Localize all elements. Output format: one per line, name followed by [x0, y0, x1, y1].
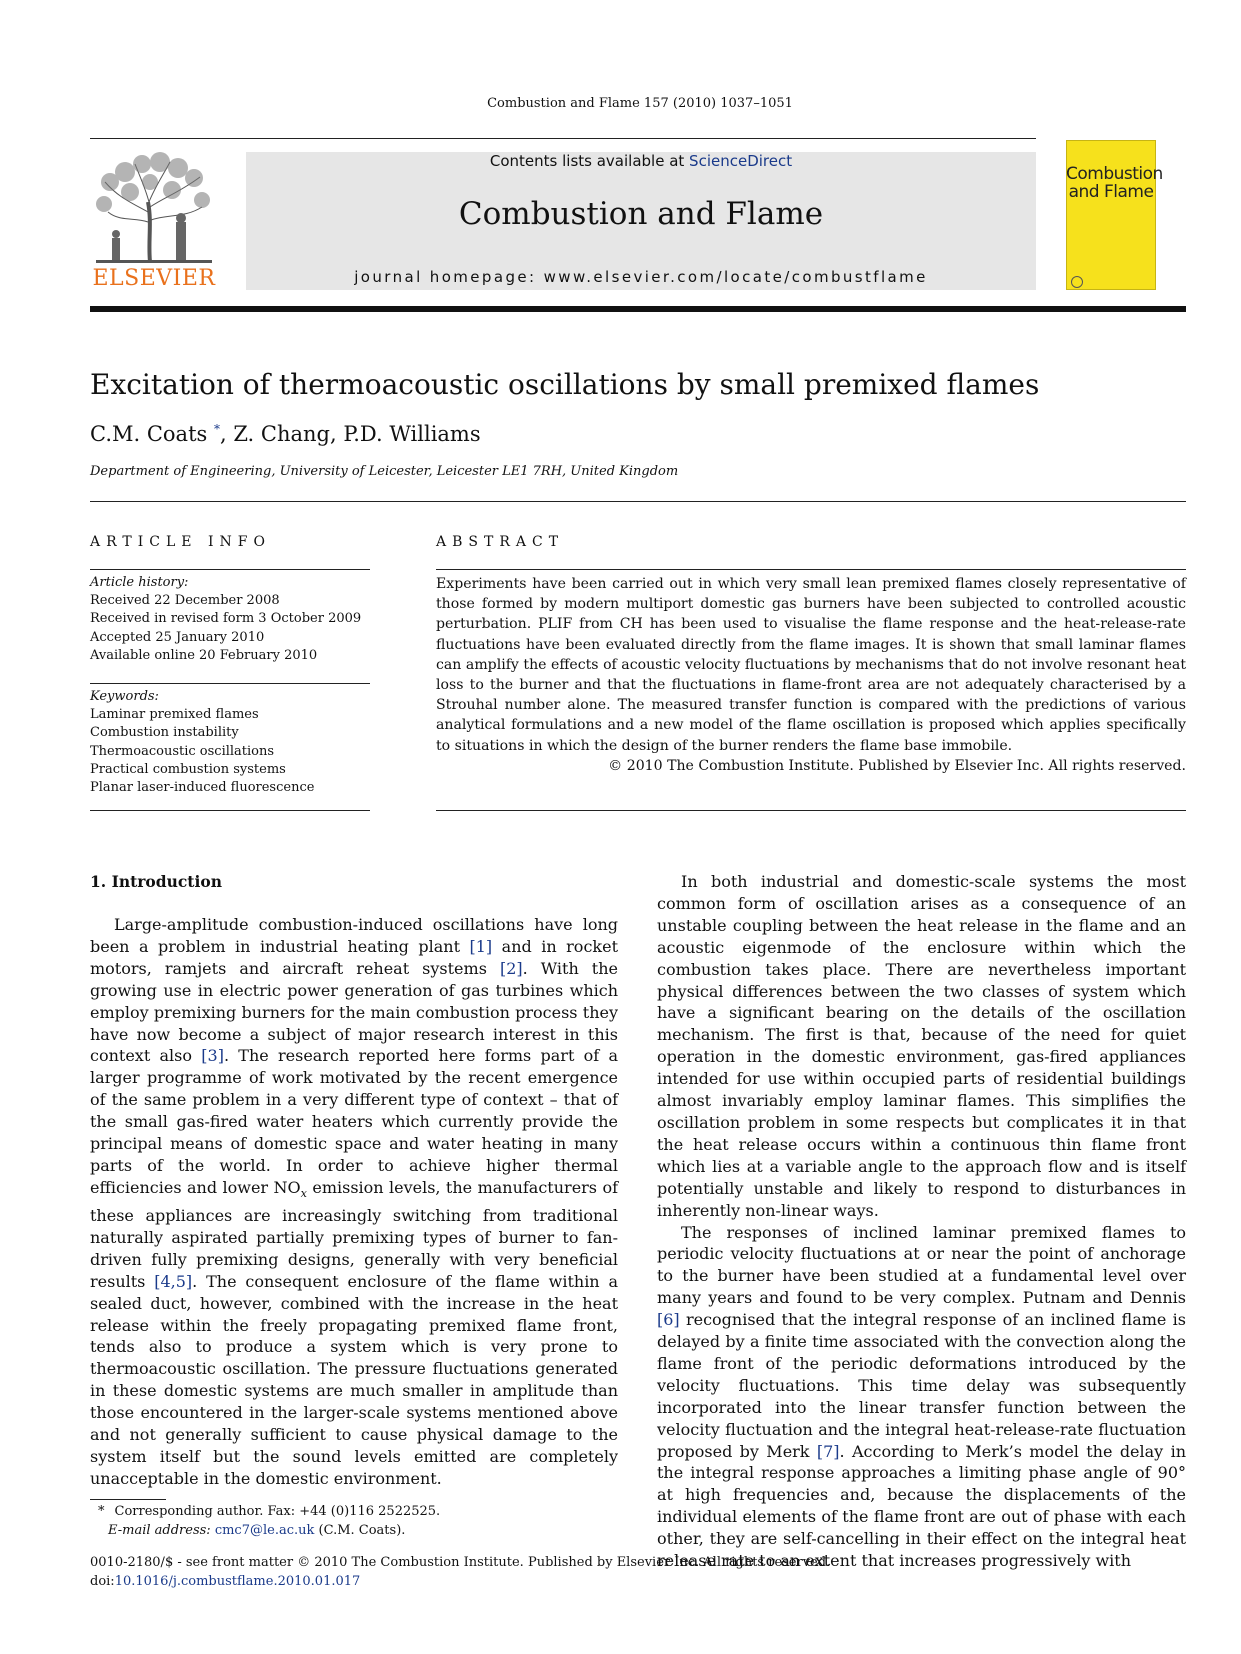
text-run: emission levels, the manufacturers of these appliances are increasingly switching from traditional naturally aspirated partially premixing types of burner to fan-driven fully premixing designs, generally with very beneficial results — [90, 1177, 618, 1291]
text-run: . With the growing use in electric power generation of gas turbines which employ premixing burners for the main combustion process they have now become a subject of major research interest in this context also — [90, 958, 618, 1066]
email-label: E-mail address: — [108, 1522, 211, 1538]
footnote-text: Corresponding author. Fax: +44 (0)116 2522525. — [114, 1504, 441, 1519]
citation-link[interactable]: [3] — [201, 1046, 224, 1066]
keywords — [90, 688, 370, 797]
text-run: Large-amplitude combustion-induced oscillations have long been a problem in industrial heating plant — [90, 915, 618, 956]
front-matter — [90, 1553, 830, 1591]
paper-title: Excitation of thermoacoustic oscillations by small premixed flames — [90, 368, 1040, 401]
header-top-rule — [90, 138, 1036, 139]
abstract-rule — [436, 569, 1186, 570]
citation-link[interactable]: [4,5] — [154, 1271, 193, 1291]
footnote — [98, 1503, 440, 1540]
elsevier-wordmark: ELSEVIER — [92, 266, 216, 291]
abstract-heading: ABSTRACT — [436, 534, 565, 550]
section-heading-introduction: 1. Introduction — [90, 872, 222, 891]
footnote-line — [98, 1503, 440, 1522]
text-run: . The consequent enclosure of the flame within a sealed duct, however, combined with the increase in the heat release within the freely propagating premixed flame front, tends also to produce a system which is very prone to thermoacoustic oscillation. The pressure fluctuations generated in these domestic systems are much smaller in amplitude than those encountered in the larger-scale systems mentioned above and not generally sufficient to cause physical damage to the system itself but the sound levels emitted are completely unacceptable in the domestic environment. — [90, 1271, 618, 1488]
cover-seal-icon — [1071, 276, 1083, 288]
text-run: . The research reported here forms part of a larger programme of work motivated by the recent emergence of the same problem in a very different type of context – that of the small gas-fired water heaters which currently provide the principal means of domestic space and water heating in many parts of the world. In order to achieve higher thermal efficiencies and lower NO — [90, 1046, 618, 1197]
sciencedirect-link[interactable]: ScienceDirect — [689, 152, 793, 170]
history-label: Article history: — [90, 575, 189, 590]
doi-line — [90, 1572, 830, 1591]
contents-line — [246, 152, 1036, 170]
footnote-email-line — [98, 1522, 440, 1541]
subscript-x: x — [300, 1187, 307, 1201]
affiliation: Department of Engineering, University of Leicester, Leicester LE1 7RH, United Kingdom — [90, 464, 679, 479]
intro-paragraph — [90, 914, 618, 1490]
keyword-item: Practical combustion systems — [90, 761, 286, 777]
abstract-body — [436, 574, 1186, 776]
email-suffix: (C.M. Coats). — [314, 1522, 406, 1538]
title-block-rule — [90, 501, 1186, 502]
doi-link[interactable]: 10.1016/j.combustflame.2010.01.017 — [114, 1574, 361, 1589]
doi-prefix: doi: — [90, 1574, 115, 1589]
body-column-left — [90, 914, 618, 1490]
cover-title — [1066, 164, 1163, 202]
authors-rest: , Z. Chang, P.D. Williams — [219, 422, 481, 446]
body-column-right — [657, 871, 1186, 1572]
email-link[interactable]: cmc7@le.ac.uk — [214, 1522, 315, 1538]
history-item: Received in revised form 3 October 2009 — [90, 611, 362, 627]
history-item: Received 22 December 2008 — [90, 593, 280, 609]
abstract-copyright: © 2010 The Combustion Institute. Published by Elsevier Inc. All rights reserved. — [608, 757, 1186, 774]
author-list — [90, 422, 481, 446]
article-info-heading: ARTICLE INFO — [90, 534, 271, 550]
citation-link[interactable]: [2] — [499, 958, 523, 978]
journal-name: Combustion and Flame — [458, 196, 824, 232]
article-info-rule — [90, 569, 370, 570]
front-matter-line: 0010-2180/$ - see front matter © 2010 The Combustion Institute. Published by Elsevier Inc. All rights reserved. — [90, 1555, 831, 1570]
corresponding-author-mark[interactable]: * — [213, 422, 220, 436]
text-run: The responses of inclined laminar premixed flames to periodic velocity fluctuations at or near the point of anchorage to the burner have been studied at a fundamental level over many years and found to be very complex. Putnam and Dennis — [657, 1222, 1186, 1308]
history-item: Available online 20 February 2010 — [90, 647, 318, 663]
cover-title-line1: Combustion — [1066, 164, 1163, 184]
keyword-item: Planar laser-induced fluorescence — [90, 780, 315, 796]
contents-prefix: Contents lists available at — [489, 152, 690, 170]
footnote-mark: * — [98, 1504, 105, 1519]
text-run: and in rocket motors, ramjets and aircraft reheat systems — [90, 936, 618, 978]
article-history — [90, 574, 370, 665]
header-thick-rule — [90, 306, 1186, 312]
keyword-item: Laminar premixed flames — [90, 707, 259, 723]
journal-homepage-link[interactable]: journal homepage: www.elsevier.com/locate/combustflame — [354, 268, 928, 286]
journal-cover-thumbnail — [1066, 140, 1163, 290]
intro-paragraph — [657, 1222, 1186, 1573]
cover-title-line2: and Flame — [1068, 182, 1154, 202]
history-item: Accepted 25 January 2010 — [90, 629, 265, 645]
intro-paragraph: In both industrial and domestic-scale systems the most common form of oscillation arises as a consequence of an unstable coupling between the heat release in the flame and an acoustic eigenmode of the enclosure within which the combustion takes place. There are nevertheless important physical differences between the two classes of system which have a significant bearing on the details of the oscillation mechanism. The first is that, because of the need for quiet operation in the domestic environment, gas-fired appliances intended for use within occupied parts of residential buildings almost invariably employ laminar flames. This simplifies the oscillation problem in some respects but complicates it in that the heat release occurs within a continuous thin flame front which lies at a variable angle to the approach flow and is itself potentially unstable and likely to respond to disturbances in inherently non-linear ways. — [657, 872, 1186, 1220]
footnote-rule — [90, 1499, 166, 1500]
keywords-label: Keywords: — [90, 689, 159, 704]
text-run: recognised that the integral response of an inclined flame is delayed by a finite time associated with the convection along the flame front of the periodic deformations introduced by the velocity fluctuations. This time delay was subsequently incorporated into the linear transfer function between the velocity fluctuation and the integral heat-release-rate fluctuation proposed by Merk — [657, 1310, 1186, 1461]
authors-first: C.M. Coats — [90, 422, 214, 446]
citation-link[interactable]: [7] — [816, 1441, 840, 1461]
journal-reference: Combustion and Flame 157 (2010) 1037–1051 — [487, 96, 793, 111]
article-info-rule — [90, 810, 370, 811]
text-run: . According to Merk’s model the delay in the integral response approaches a limiting phase angle of 90° at high frequencies and, because the displacements of the individual elements of the flame front are out of phase with each other, they are self-cancelling in their effect on the integral heat release rate to an extent that increases progressively with — [657, 1441, 1186, 1571]
keyword-item: Combustion instability — [90, 725, 239, 741]
abstract-rule — [436, 810, 1186, 811]
article-info-rule — [90, 683, 370, 684]
citation-link[interactable]: [1] — [469, 936, 493, 956]
keyword-item: Thermoacoustic oscillations — [90, 743, 275, 759]
abstract-text: Experiments have been carried out in which very small lean premixed flames closely representative of those formed by modern multiport domestic gas burners have been subjected to controlled acoustic perturbation. PLIF from CH has been used to visualise the flame response and the heat-release-rate fluctuations have been evaluated directly from the flame images. It is shown that small laminar flames can amplify the effects of acoustic velocity fluctuations by mechanisms that do not involve resonant heat loss to the burner and that the fluctuations in flame-front area are not adequately characterised by a Strouhal number alone. The measured transfer function is compared with the predictions of various analytical formulations and a new model of the flame oscillation is proposed which applies specifically to situations in which the design of the burner renders the flame base immobile. — [436, 576, 1186, 754]
citation-link[interactable]: [6] — [657, 1310, 680, 1330]
